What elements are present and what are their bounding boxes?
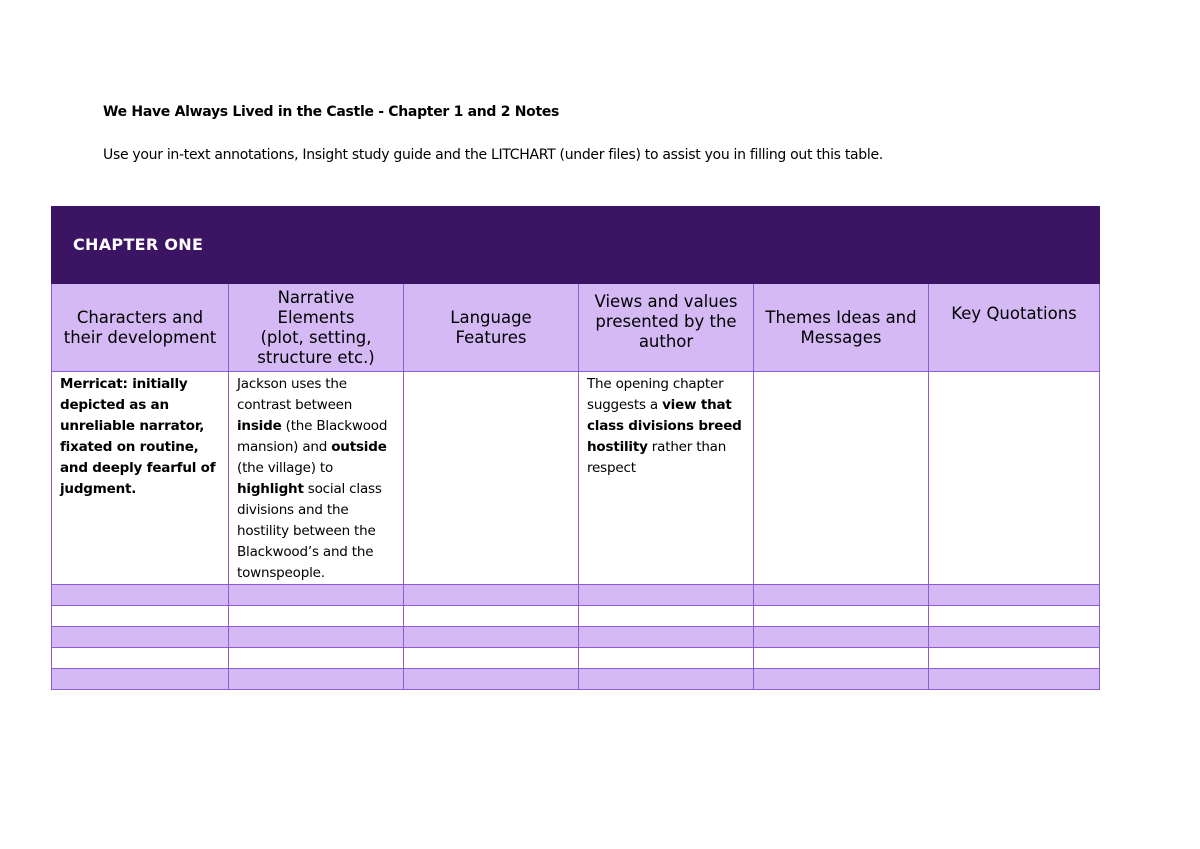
header-views: [579, 284, 754, 372]
cell-narrative-bold: highlight: [237, 481, 304, 497]
header-quotations-label: Key Quotations: [951, 304, 1077, 323]
table-cell[interactable]: [229, 585, 404, 606]
table-cell[interactable]: [404, 648, 579, 669]
header-themes-line: Messages: [800, 327, 882, 347]
cell-narrative-bold: outside: [331, 439, 387, 455]
header-narrative-line: Narrative: [277, 287, 355, 307]
table-cell[interactable]: [754, 648, 929, 669]
table-cell[interactable]: [929, 648, 1100, 669]
table-cell[interactable]: [929, 669, 1100, 690]
table-cell[interactable]: [52, 648, 229, 669]
cell-views-text: rather than respect: [587, 439, 727, 476]
table-cell[interactable]: [579, 606, 754, 627]
table-row: [52, 627, 1100, 648]
table-row: [52, 585, 1100, 606]
cell-narrative-text: (the village) to: [237, 460, 334, 476]
table-row: [52, 606, 1100, 627]
table-cell[interactable]: [754, 585, 929, 606]
header-views-line: presented by the: [595, 312, 737, 331]
table-cell[interactable]: [754, 606, 929, 627]
table-cell[interactable]: [52, 585, 229, 606]
table-cell[interactable]: [404, 669, 579, 690]
table-cell[interactable]: [929, 585, 1100, 606]
header-narrative-line: Elements: [277, 307, 355, 327]
table-cell[interactable]: [229, 627, 404, 648]
table-cell[interactable]: [754, 627, 929, 648]
cell-views-bold: view that class divisions breed hostility: [587, 397, 742, 455]
chapter-banner-title: CHAPTER ONE: [73, 235, 204, 254]
cell-views-text: The opening chapter suggests a: [587, 376, 724, 413]
table-cell[interactable]: [579, 648, 754, 669]
table-cell[interactable]: [579, 585, 754, 606]
header-narrative-line: structure etc.): [257, 347, 375, 367]
header-characters-line: Characters and: [76, 307, 204, 327]
cell-themes[interactable]: [754, 372, 929, 585]
header-themes: [754, 284, 929, 372]
table-cell[interactable]: [404, 606, 579, 627]
header-language-line: Language: [450, 307, 532, 327]
table-row: [52, 669, 1100, 690]
table-cell[interactable]: [229, 606, 404, 627]
header-views-line: author: [638, 332, 694, 351]
cell-language[interactable]: [404, 372, 579, 585]
cell-narrative-text: Jackson uses the contrast between: [237, 376, 353, 413]
table-cell[interactable]: [579, 669, 754, 690]
header-characters: [52, 284, 229, 372]
table-cell[interactable]: [404, 627, 579, 648]
notes-table: [51, 206, 1100, 690]
table-cell[interactable]: [52, 627, 229, 648]
header-themes-line: Themes Ideas and: [765, 307, 917, 327]
header-quotations: [929, 284, 1100, 372]
table-cell[interactable]: [52, 606, 229, 627]
header-language-line: Features: [455, 327, 527, 347]
header-narrative: [229, 284, 404, 372]
table-cell[interactable]: [229, 669, 404, 690]
table-cell[interactable]: [579, 627, 754, 648]
cell-narrative-text: social class divisions and the hostility between the Blackwood’s and the townspeople.: [237, 481, 382, 581]
cell-narrative-bold: inside: [237, 418, 282, 434]
table-row: [52, 648, 1100, 669]
header-characters-line: their development: [63, 327, 217, 347]
table-cell[interactable]: [404, 585, 579, 606]
header-views-line: Views and values: [594, 292, 738, 311]
table-cell[interactable]: [929, 627, 1100, 648]
document-title: We Have Always Lived in the Castle - Chapter 1 and 2 Notes: [103, 104, 560, 120]
cell-views[interactable]: [579, 372, 754, 585]
chapter-banner: [52, 207, 1100, 284]
table-cell[interactable]: [229, 648, 404, 669]
table-cell[interactable]: [52, 669, 229, 690]
header-language: [404, 284, 579, 372]
cell-narrative[interactable]: [229, 372, 404, 585]
cell-quotations[interactable]: [929, 372, 1100, 585]
header-narrative-line: (plot, setting,: [260, 327, 372, 347]
document-instructions: Use your in-text annotations, Insight study guide and the LITCHART (under files) to assist you in filling out this table.: [103, 147, 883, 163]
cell-characters[interactable]: Merricat: initially depicted as an unreliable narrator, fixated on routine, and deeply fearful of judgment.: [52, 372, 229, 585]
cell-narrative-text: (the Blackwood mansion) and: [237, 418, 388, 455]
table-cell[interactable]: [929, 606, 1100, 627]
table-cell[interactable]: [754, 669, 929, 690]
